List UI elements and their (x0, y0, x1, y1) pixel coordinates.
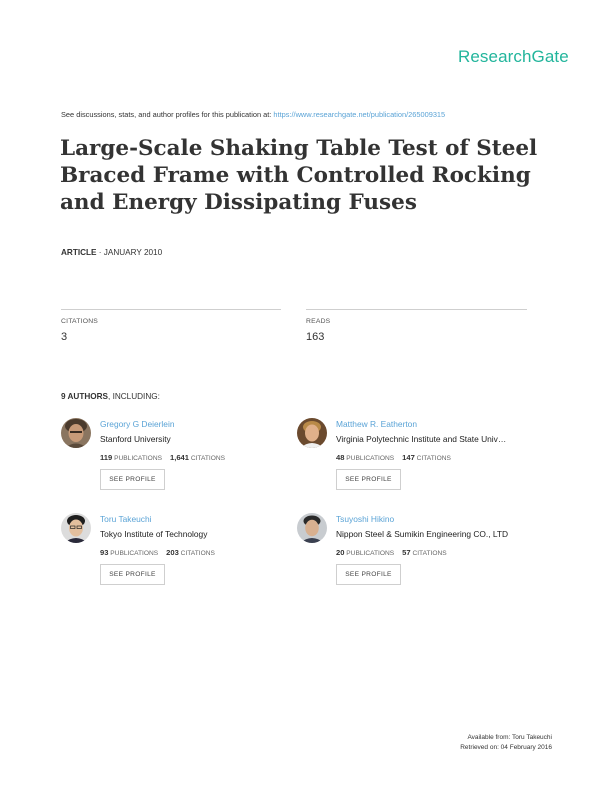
citations-count: 203 (166, 548, 179, 557)
available-from: Available from: Toru Takeuchi (467, 734, 552, 741)
footer (460, 733, 552, 753)
publications-label: PUBLICATIONS (344, 550, 395, 557)
citations-label: CITATIONS (189, 455, 226, 462)
authors-suffix: , INCLUDING: (108, 392, 160, 401)
citations-count: 147 (402, 453, 415, 462)
authors-heading (61, 392, 160, 401)
avatar[interactable] (61, 513, 91, 543)
author-name[interactable]: Matthew R. Eatherton (336, 419, 417, 429)
see-profile-button[interactable]: SEE PROFILE (336, 564, 401, 585)
publications-label: PUBLICATIONS (112, 455, 162, 462)
author-card (61, 513, 311, 603)
citations-label: CITATIONS (178, 550, 215, 557)
author-stats (336, 453, 451, 462)
publications-count: 119 (100, 453, 113, 462)
publications-count: 93 (100, 548, 109, 557)
publications-label: PUBLICATIONS (108, 550, 159, 557)
author-institution: Tokyo Institute of Technology (100, 529, 208, 539)
publication-title: Large-Scale Shaking Table Test of Steel Braced Frame with Controlled Rocking and Energy Dissipating Fuses (60, 136, 538, 215)
publications-count: 20 (336, 548, 345, 557)
author-card (61, 418, 311, 508)
citations-count: 1,641 (169, 453, 189, 462)
author-stats (100, 453, 225, 462)
citations-label: CITATIONS (410, 550, 447, 557)
author-card (297, 513, 547, 603)
citations-label: CITATIONS (61, 318, 99, 325)
author-stats (100, 548, 215, 557)
reads-divider (306, 309, 527, 310)
article-date: · JANUARY 2010 (96, 248, 163, 257)
avatar[interactable] (297, 418, 327, 448)
authors-count: 9 AUTHORS (61, 392, 109, 401)
citations-value: 3 (61, 331, 68, 343)
discussion-line (61, 110, 445, 119)
article-meta (61, 248, 162, 257)
reads-value: 163 (306, 331, 325, 343)
citations-label: CITATIONS (414, 455, 451, 462)
citations-divider (61, 309, 281, 310)
citations-count: 57 (402, 548, 411, 557)
retrieved-on: Retrieved on: 04 February 2016 (460, 744, 552, 751)
author-card (297, 418, 547, 508)
author-institution: Nippon Steel & Sumikin Engineering CO., LTD (336, 529, 509, 539)
publication-url-link[interactable]: https://www.researchgate.net/publication/265009315 (273, 110, 446, 119)
author-institution: Virginia Polytechnic Institute and State Univ… (336, 434, 507, 444)
see-profile-button[interactable]: SEE PROFILE (336, 469, 401, 490)
author-name[interactable]: Gregory G Deierlein (100, 419, 175, 429)
reads-label: READS (306, 318, 331, 325)
publications-label: PUBLICATIONS (344, 455, 395, 462)
author-institution: Stanford University (100, 434, 171, 444)
author-stats (336, 548, 447, 557)
author-name[interactable]: Tsuyoshi Hikino (336, 514, 395, 524)
discussion-text: See discussions, stats, and author profiles for this publication at: (61, 110, 274, 119)
avatar[interactable] (61, 418, 91, 448)
publications-count: 48 (336, 453, 345, 462)
see-profile-button[interactable]: SEE PROFILE (100, 564, 165, 585)
avatar[interactable] (297, 513, 327, 543)
author-name[interactable]: Toru Takeuchi (100, 514, 152, 524)
researchgate-logo[interactable]: ResearchGate (458, 47, 569, 66)
see-profile-button[interactable]: SEE PROFILE (100, 469, 165, 490)
article-type: ARTICLE (61, 248, 97, 257)
